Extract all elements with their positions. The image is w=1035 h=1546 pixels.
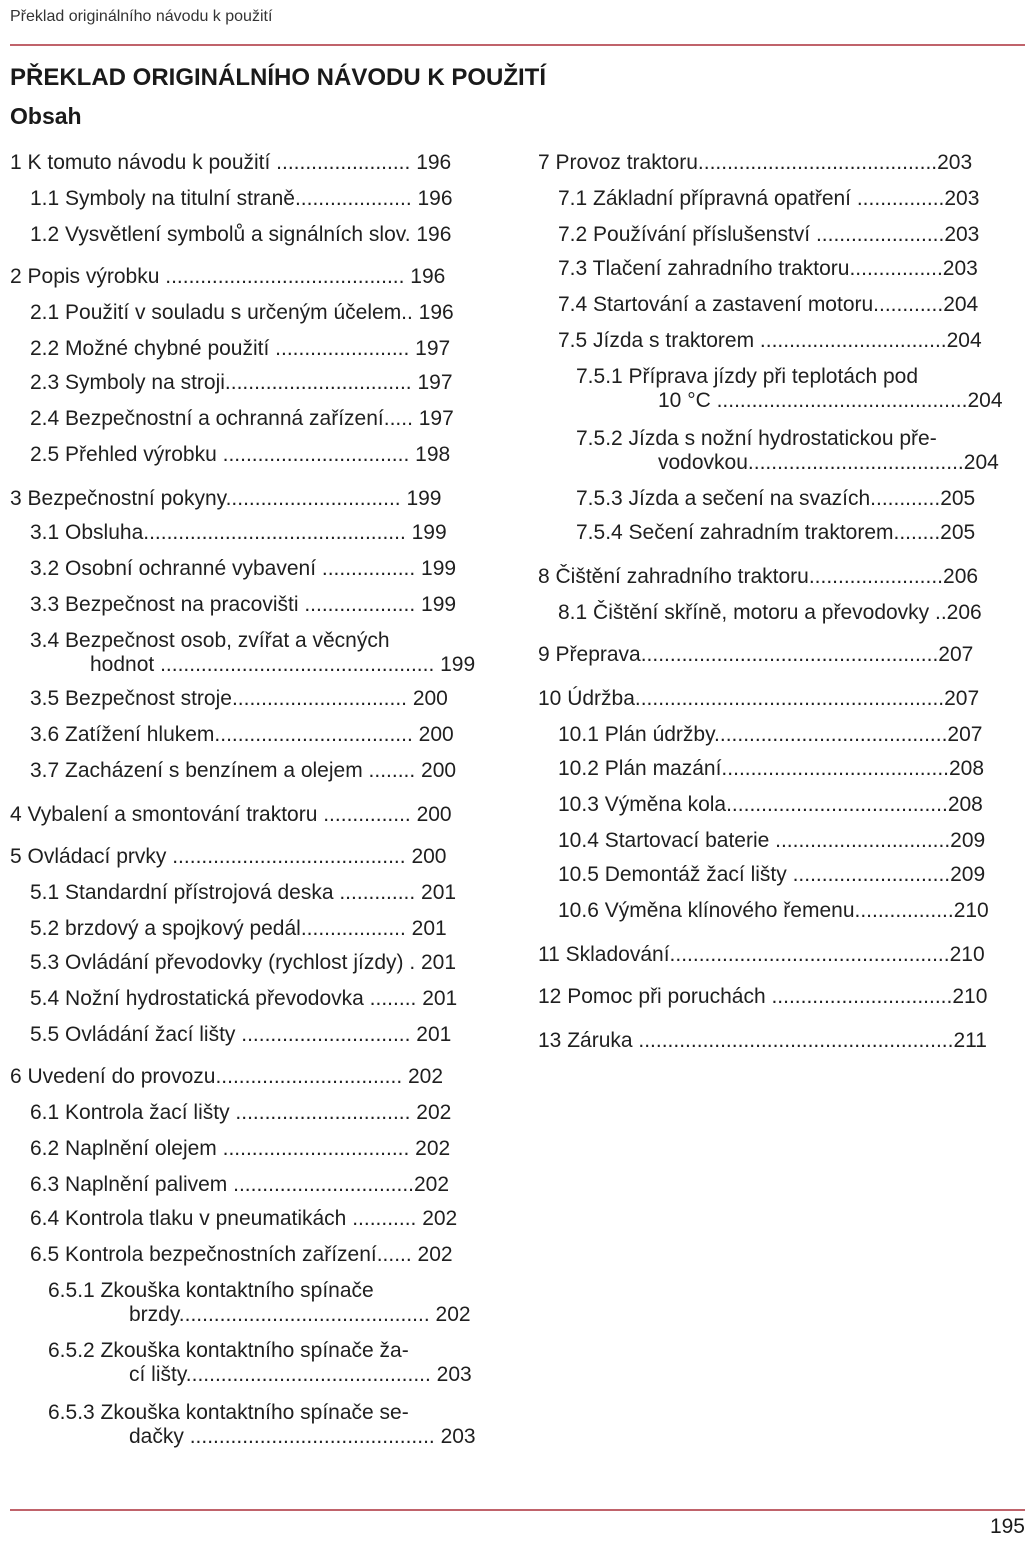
toc-entry: 6.5.3 Zkouška kontaktního spínače se- xyxy=(48,1401,409,1424)
toc-entry: 6.1 Kontrola žací lišty .............................. 202 xyxy=(30,1101,452,1124)
toc-entry: 5.1 Standardní přístrojová deska ............. 201 xyxy=(30,881,457,904)
toc-entry: 12 Pomoc při poruchách ...............................210 xyxy=(538,985,988,1008)
toc-entry: 3.2 Osobní ochranné vybavení ................ 199 xyxy=(30,557,457,580)
toc-entry-continuation: dačky .......................................... 203 xyxy=(129,1425,476,1448)
toc-entry: 3.4 Bezpečnost osob, zvířat a věcných xyxy=(30,629,390,652)
toc-entry: 10.6 Výměna klínového řemenu.................210 xyxy=(558,899,989,922)
toc-entry: 10.2 Plán mazání.......................................208 xyxy=(558,757,985,780)
section-subtitle: Obsah xyxy=(10,103,82,129)
toc-entry-continuation: hodnot ............................................... 199 xyxy=(90,653,476,676)
toc-entry: 1 K tomuto návodu k použití ....................... 196 xyxy=(10,151,452,174)
page-title: PŘEKLAD ORIGINÁLNÍHO NÁVODU K POUŽITÍ xyxy=(10,64,547,91)
toc-entry: 3 Bezpečnostní pokyny.............................. 199 xyxy=(10,487,442,510)
toc-entry: 7.2 Používání příslušenství ......................203 xyxy=(558,223,980,246)
toc-entry: 3.1 Obsluha............................................. 199 xyxy=(30,521,447,544)
toc-entry: 7.4 Startování a zastavení motoru............204 xyxy=(558,293,979,316)
page-number: 195 xyxy=(989,1515,1025,1538)
toc-entry: 11 Skladování................................................210 xyxy=(538,943,985,966)
toc-entry: 8 Čištění zahradního traktoru.......................206 xyxy=(538,565,979,588)
toc-entry: 7.3 Tlačení zahradního traktoru................203 xyxy=(558,257,978,280)
toc-entry: 3.3 Bezpečnost na pracovišti ................... 199 xyxy=(30,593,457,616)
toc-entry: 5.2 brzdový a spojkový pedál.................. 201 xyxy=(30,917,447,940)
toc-entry: 6.5 Kontrola bezpečnostních zařízení...... 202 xyxy=(30,1243,453,1266)
toc-entry: 8.1 Čištění skříně, motoru a převodovky ..206 xyxy=(558,601,982,624)
toc-entry: 7.5 Jízda s traktorem ................................204 xyxy=(558,329,982,352)
toc-entry: 6.5.1 Zkouška kontaktního spínače xyxy=(48,1279,374,1302)
toc-entry: 1.2 Vysvětlení symbolů a signálních slov. 196 xyxy=(30,223,452,246)
toc-entry: 4 Vybalení a smontování traktoru ............... 200 xyxy=(10,803,452,826)
toc-entry: 9 Přeprava...................................................207 xyxy=(538,643,974,666)
running-header: Překlad originálního návodu k použití xyxy=(10,8,273,25)
toc-entry: 2.4 Bezpečnostní a ochranná zařízení..... 197 xyxy=(30,407,454,430)
toc-entry: 10.4 Startovací baterie ..............................209 xyxy=(558,829,986,852)
toc-entry: 3.7 Zacházení s benzínem a olejem ........ 200 xyxy=(30,759,457,782)
toc-entry: 3.6 Zatížení hlukem.................................. 200 xyxy=(30,723,454,746)
toc-entry: 7.5.4 Sečení zahradním traktorem........205 xyxy=(576,521,976,544)
toc-entry-continuation: 10 °C ...........................................204 xyxy=(658,389,1003,412)
toc-entry: 6.2 Naplnění olejem ................................ 202 xyxy=(30,1137,451,1160)
toc-entry: 10.1 Plán údržby........................................207 xyxy=(558,723,983,746)
toc-entry: 5.4 Nožní hydrostatická převodovka ........ 201 xyxy=(30,987,458,1010)
toc-entry: 7.5.1 Příprava jízdy při teplotách pod xyxy=(576,365,919,388)
toc-entry: 10 Údržba.....................................................207 xyxy=(538,687,980,710)
toc-entry: 2 Popis výrobku ......................................... 196 xyxy=(10,265,446,288)
toc-entry: 10.3 Výměna kola......................................208 xyxy=(558,793,983,816)
toc-entry: 2.1 Použití v souladu s určeným účelem.. 196 xyxy=(30,301,454,324)
toc-entry: 7 Provoz traktoru.........................................203 xyxy=(538,151,973,174)
toc-entry: 13 Záruka ......................................................211 xyxy=(538,1029,987,1052)
toc-entry: 1.1 Symboly na titulní straně.................... 196 xyxy=(30,187,453,210)
toc-entry: 6 Uvedení do provozu................................ 202 xyxy=(10,1065,444,1088)
header-rule xyxy=(10,44,1025,46)
toc-entry-continuation: cí lišty.......................................... 203 xyxy=(129,1363,472,1386)
toc-entry: 7.5.3 Jízda a sečení na svazích............205 xyxy=(576,487,976,510)
toc-entry: 2.5 Přehled výrobku ................................ 198 xyxy=(30,443,451,466)
toc-entry: 2.3 Symboly na stroji................................ 197 xyxy=(30,371,453,394)
toc-entry: 5.5 Ovládání žací lišty ............................. 201 xyxy=(30,1023,452,1046)
toc-entry: 6.4 Kontrola tlaku v pneumatikách ........... 202 xyxy=(30,1207,458,1230)
toc-entry: 3.5 Bezpečnost stroje.............................. 200 xyxy=(30,687,448,710)
toc-entry-continuation: vodovkou.....................................204 xyxy=(658,451,999,474)
footer-rule xyxy=(10,1509,1025,1511)
toc-entry: 5 Ovládací prvky ........................................ 200 xyxy=(10,845,447,868)
toc-entry-continuation: brzdy........................................... 202 xyxy=(129,1303,471,1326)
toc-entry: 10.5 Demontáž žací lišty ...........................209 xyxy=(558,863,986,886)
toc-entry: 7.5.2 Jízda s nožní hydrostatickou pře- xyxy=(576,427,937,450)
toc-entry: 5.3 Ovládání převodovky (rychlost jízdy) . 201 xyxy=(30,951,457,974)
toc-entry: 6.3 Naplnění palivem ...............................202 xyxy=(30,1173,450,1196)
toc-entry: 2.2 Možné chybné použití ....................... 197 xyxy=(30,337,451,360)
toc-entry: 7.1 Základní přípravná opatření ...............203 xyxy=(558,187,980,210)
toc-entry: 6.5.2 Zkouška kontaktního spínače ža- xyxy=(48,1339,409,1362)
